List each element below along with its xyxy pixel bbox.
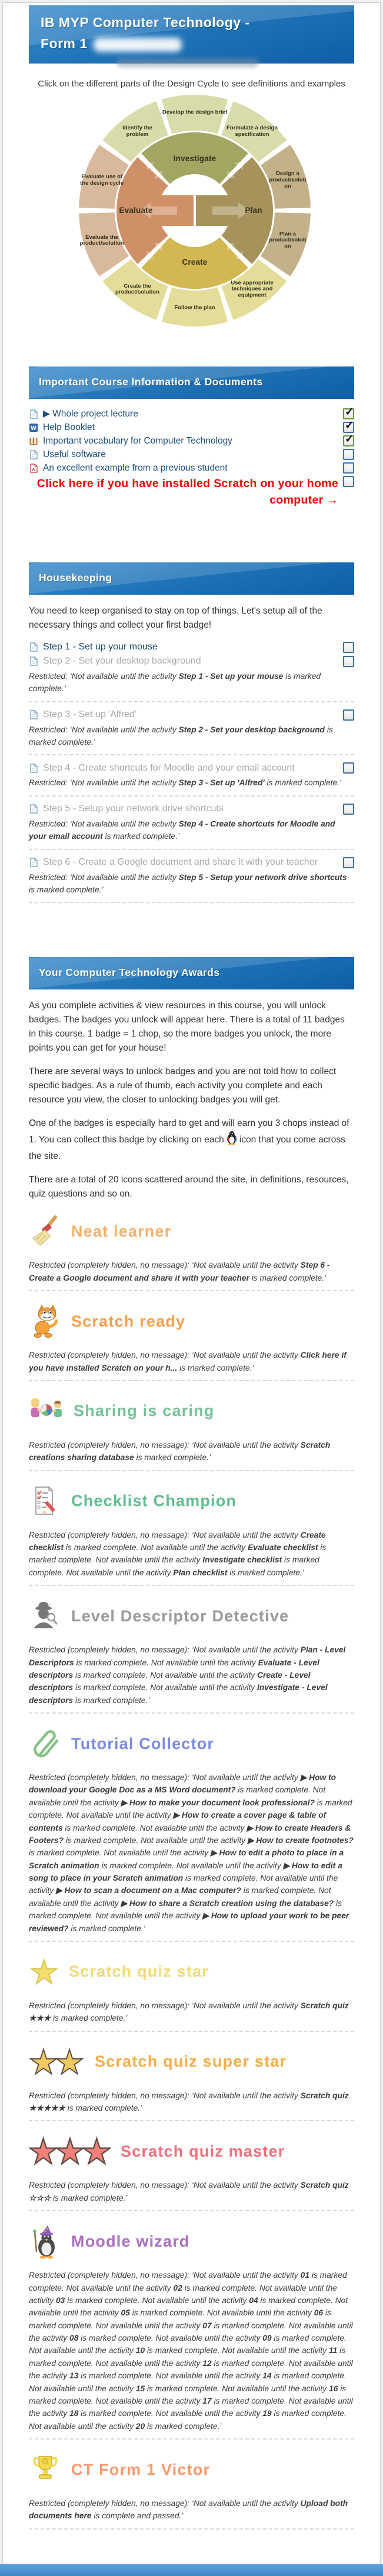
page-icon bbox=[29, 710, 38, 719]
awards-paragraph-1: As you complete activities & view resources in this course, you will unlock badges. The badges you unlock will appear here. There is a total of 11 badges in this course. 1 badge = 1 chop, so the more badges you unlock, the more points you can get for your house! bbox=[29, 1001, 345, 1054]
badge-title: Sharing is caring bbox=[74, 1402, 215, 1420]
badge-tutorial-collector bbox=[29, 1725, 354, 1942]
checklist-icon bbox=[29, 1484, 62, 1518]
badge-title: Tutorial Collector bbox=[71, 1734, 215, 1752]
section-documents bbox=[29, 366, 354, 508]
star-1-icon bbox=[29, 1955, 59, 1988]
dashed-divider bbox=[29, 1585, 354, 1586]
restriction-note: Restricted (completely hidden, no message): ‘Not available until the activity Scratch quiz ★★★★★ is marked complete.’ bbox=[29, 2091, 349, 2113]
restriction-note: Restricted (completely hidden, no message): ‘Not available until the activity Scratch creations sharing database is marked complete.’ bbox=[29, 1440, 331, 1462]
resource-link-whole-project-lecture[interactable]: ▶ Whole project lecture bbox=[43, 409, 138, 419]
step-item bbox=[29, 656, 354, 667]
awards-paragraph-4: There are a total of 20 icons scattered around the site, in definitions, resources, quiz questions and so on. bbox=[29, 1175, 349, 1199]
step-link-6: Step 6 - Create a Google document and share it with your teacher bbox=[43, 857, 318, 868]
dashed-divider bbox=[29, 701, 354, 702]
badge-sharing-is-caring bbox=[29, 1393, 354, 1471]
dashed-divider bbox=[29, 1941, 354, 1942]
step-link-1[interactable]: Step 1 - Set up your mouse bbox=[43, 642, 158, 652]
design-cycle-segment-label-design-a-product-solution[interactable]: Design a product/solution bbox=[269, 170, 307, 190]
step-link-5: Step 5 - Setup your network drive shortcuts bbox=[43, 804, 224, 814]
svg-text:A: A bbox=[32, 466, 35, 472]
badge-header bbox=[29, 2133, 354, 2170]
resource-item bbox=[29, 449, 354, 460]
dashed-divider bbox=[29, 2438, 354, 2440]
badge-header bbox=[29, 1598, 354, 1634]
badge-title: Checklist Champion bbox=[71, 1492, 237, 1510]
redacted-name bbox=[94, 38, 182, 52]
badge-scratch-quiz-super-star bbox=[29, 2044, 354, 2122]
resource-link-help-booklet[interactable]: Help Booklet bbox=[43, 422, 95, 432]
badge-header bbox=[29, 1954, 354, 1990]
completion-checkbox[interactable] bbox=[343, 435, 354, 446]
course-title-line1: IB MYP Computer Technology - bbox=[41, 15, 250, 30]
badge-scratch-ready bbox=[29, 1303, 354, 1381]
completion-checkbox[interactable] bbox=[343, 804, 354, 815]
design-cycle-svg bbox=[29, 92, 361, 330]
dashed-divider bbox=[29, 2120, 354, 2121]
restriction-note: Restricted: ‘Not available until the activity Step 2 - Set your desktop background is marked complete.’ bbox=[29, 725, 333, 747]
design-cycle-segment-label-develop-the-design-brief[interactable]: Develop the design brief bbox=[162, 109, 228, 116]
pdf-icon bbox=[29, 464, 38, 473]
dashed-divider bbox=[29, 795, 354, 797]
design-cycle-segment-label-evaluate-use-of-the-design-cycle[interactable]: Evaluate use of the design cycle bbox=[80, 174, 124, 186]
broom-icon bbox=[29, 1214, 62, 1248]
badge-title: Moodle wizard bbox=[71, 2232, 190, 2250]
course-banner bbox=[29, 5, 354, 64]
step-item bbox=[29, 762, 354, 774]
restriction-note: Restricted (completely hidden, no message): ‘Not available until the activity 01 is marked complete. Not available until the activity 02 is marked complete. Not available until the activity 03 is marked complete. Not available until the activity 04 is marked complete. Not available until the activity 05 is marked complete. Not available until the activity 06 is marked complete. Not available until the activity 07 is marked complete. Not available until the activity 08 is marked complete. Not available until the activity 09 is marked complete. Not available until the activity 10 is marked complete. Not available until the activity 11 is marked complete. Not available until the activity 12 is marked complete. Not available until the activity 13 is marked complete. Not available until the activity 14 is marked complete. Not available until the activity 15 is marked complete. Not available until the activity 16 is marked complete. Not available until the activity 17 is marked complete. Not available until the activity 18 is marked complete. Not available until the activity 19 is marked complete. Not available until the activity 20 is marked complete.’ bbox=[29, 2271, 353, 2431]
dashed-divider bbox=[29, 1712, 354, 1714]
resource-item bbox=[29, 435, 354, 446]
badge-scratch-quiz-master bbox=[29, 2133, 354, 2211]
page bbox=[0, 2, 383, 2576]
steps-list bbox=[29, 642, 354, 903]
resource-link-useful-software[interactable]: Useful software bbox=[43, 449, 106, 459]
restriction-note: Restricted (completely hidden, no message): ‘Not available until the activity Upload both documents here is complete and passed.’ bbox=[29, 2499, 348, 2521]
badge-moodle-wizard bbox=[29, 2223, 354, 2440]
scratch-cat-icon bbox=[29, 1304, 62, 1338]
badge-title: CT Form 1 Victor bbox=[71, 2460, 211, 2478]
page-icon bbox=[29, 804, 38, 814]
badge-title: Scratch ready bbox=[71, 1312, 186, 1330]
page-icon bbox=[29, 450, 38, 459]
restriction-note: Restricted: ‘Not available until the activity Step 5 - Setup your network drive shortcuts is marked complete.’ bbox=[29, 872, 347, 894]
step-item bbox=[29, 857, 354, 868]
restriction-note: Restricted: ‘Not available until the activity Step 4 - Create shortcuts for Moodle and your email account is marked complete.’ bbox=[29, 819, 335, 841]
wizard-penguin-icon bbox=[29, 2224, 62, 2259]
completion-checkbox[interactable] bbox=[343, 656, 354, 667]
completion-checkbox[interactable] bbox=[343, 462, 354, 474]
design-cycle-diagram[interactable] bbox=[29, 92, 361, 330]
resource-item bbox=[29, 422, 354, 433]
step-item bbox=[29, 642, 354, 653]
section-housekeeping bbox=[29, 562, 354, 903]
sharing-icon bbox=[29, 1394, 64, 1428]
design-cycle-quadrant-label-evaluate[interactable]: Evaluate bbox=[119, 206, 153, 215]
design-cycle-segment-label-identify-the-problem[interactable]: Identify the problem bbox=[122, 125, 152, 138]
completion-checkbox[interactable] bbox=[343, 449, 354, 460]
vocabulary-book-icon bbox=[29, 436, 38, 446]
badge-header bbox=[29, 1213, 354, 1249]
completion-checkbox[interactable] bbox=[343, 422, 354, 433]
design-cycle-segment-label-plan-a-product-solution[interactable]: Plan a product/solution bbox=[269, 231, 307, 251]
design-cycle-quadrant-label-create[interactable]: Create bbox=[182, 258, 208, 267]
housekeeping-intro: You need to keep organised to stay on top of things. Let's setup all of the necessary things and collect your first badge! bbox=[29, 605, 322, 630]
scratch-installed-link[interactable]: Click here if you have installed Scratch on your home computer → bbox=[36, 477, 338, 506]
step-link-2: Step 2 - Set your desktop background bbox=[43, 656, 201, 667]
section-header-documents: Important Course Information & Documents bbox=[29, 366, 354, 399]
restriction-note: Restricted (completely hidden, no message): ‘Not available until the activity Click here if you have installed Scratch on your h... is marked complete.’ bbox=[29, 1351, 347, 1372]
page-icon bbox=[29, 764, 38, 773]
step-link-3: Step 3 - Set up 'Alfred' bbox=[43, 709, 137, 720]
resource-item bbox=[29, 462, 354, 474]
completion-checkbox[interactable] bbox=[343, 642, 354, 653]
redacted-breadcrumb bbox=[117, 58, 258, 67]
step-item bbox=[29, 804, 354, 815]
step-link-4: Step 4 - Create shortcuts for Moodle and your email account bbox=[43, 762, 295, 773]
completion-checkbox[interactable] bbox=[343, 709, 354, 721]
section-header-awards: Your Computer Technology Awards bbox=[29, 957, 354, 989]
dashed-divider bbox=[29, 2210, 354, 2211]
restriction-note: Restricted: ‘Not available until the activity Step 3 - Set up 'Alfred' is marked complete.’ bbox=[29, 778, 342, 788]
badge-title: Neat learner bbox=[71, 1222, 172, 1240]
dashed-divider bbox=[29, 754, 354, 755]
badge-header bbox=[29, 1483, 354, 1519]
badge-title: Scratch quiz super star bbox=[95, 2052, 287, 2071]
badge-checklist-champion bbox=[29, 1483, 354, 1587]
step-item bbox=[29, 709, 354, 721]
penguin-icon bbox=[226, 1137, 238, 1147]
section-header-housekeeping: Housekeeping bbox=[29, 562, 354, 595]
completion-checkbox[interactable] bbox=[343, 408, 354, 419]
badge-header bbox=[29, 2223, 354, 2260]
completion-checkbox[interactable] bbox=[343, 857, 354, 868]
svg-text:W: W bbox=[31, 425, 36, 432]
completion-checkbox[interactable] bbox=[343, 476, 354, 487]
dashed-divider bbox=[29, 1380, 354, 1381]
page-icon bbox=[29, 642, 38, 652]
word-icon bbox=[29, 423, 38, 432]
awards-paragraph-3: One of the badges is especially hard to get and will earn you 3 chops instead of 1. You can collect this badge by clicking on each icon that you come across the site. bbox=[29, 1118, 349, 1162]
page-icon bbox=[29, 409, 38, 419]
design-cycle-segment-label-follow-the-plan[interactable]: Follow the plan bbox=[174, 304, 215, 311]
restriction-note: Restricted (completely hidden, no message): ‘Not available until the activity Step 6 - Create a Google document and share it with your teacher is marked complete.’ bbox=[29, 1261, 330, 1282]
resource-item bbox=[29, 476, 354, 508]
dashed-divider bbox=[29, 1290, 354, 1291]
design-cycle-segment-label-create-the-product-solution[interactable]: Create the product/solution bbox=[115, 282, 159, 296]
badge-neat-learner bbox=[29, 1213, 354, 1291]
course-title-line2: Form 1 bbox=[41, 34, 342, 55]
page-icon bbox=[29, 858, 38, 867]
dashed-divider bbox=[29, 2031, 354, 2032]
badge-header bbox=[29, 1303, 354, 1339]
trophy-icon bbox=[29, 2452, 62, 2487]
badge-title: Level Descriptor Detective bbox=[71, 1607, 289, 1625]
design-cycle-quadrant-label-investigate[interactable]: Investigate bbox=[173, 154, 217, 164]
badge-header bbox=[29, 2044, 354, 2080]
resource-item bbox=[29, 408, 354, 419]
paperclip-icon bbox=[29, 1727, 62, 1761]
dashed-divider bbox=[29, 849, 354, 850]
dashed-divider bbox=[29, 2528, 354, 2530]
documents-list bbox=[29, 408, 354, 474]
resource-link-an-excellent-example-from-a-previous-student[interactable]: An excellent example from a previous student bbox=[43, 462, 228, 473]
design-cycle-instruction: Click on the different parts of the Design Cycle to see definitions and examples bbox=[38, 79, 345, 89]
detective-icon bbox=[29, 1599, 62, 1633]
section-awards bbox=[29, 957, 354, 2530]
badges-list bbox=[29, 1213, 354, 2529]
badge-header bbox=[29, 1725, 354, 1762]
badge-level-descriptor-detective bbox=[29, 1598, 354, 1714]
restriction-note: Restricted (completely hidden, no message): ‘Not available until the activity ▶ How to download your Google Doc as a MS Word document? is marked complete. Not available until the activity ▶ How to make your document look professional? is marked complete. Not available until the activity ▶ How to create a cover page & table of contents is marked complete. Not available until the activity ▶ How to create Headers & Footers? is marked complete. Not available until the activity ▶ How to create footnotes? is marked complete. Not available until the activity ▶ How to edit a photo to place in a Scratch animation is marked complete. Not available until the activity ▶ How to edit a song to place in your Scratch animation is marked complete. Not available until the activity ▶ How to scan a document on a Mac computer? is marked complete. Not available until the activity ▶ How to share a Scratch creation using the database? is marked complete. Not available until the activity ▶ How to upload your work to be peer reviewed? is marked complete.’ bbox=[29, 1773, 354, 1933]
badge-scratch-quiz-star bbox=[29, 1954, 354, 2032]
content-panel bbox=[2, 2, 381, 2564]
badge-header bbox=[29, 1393, 354, 1429]
restriction-note: Restricted (completely hidden, no message): ‘Not available until the activity Create checklist is marked complete. Not available until the activity Evaluate checklist is marked complete. Not available until the activity Investigate checklist is marked complete. Not available until the activity Plan checklist is marked complete.’ bbox=[29, 1530, 327, 1577]
badge-title: Scratch quiz star bbox=[69, 1962, 209, 1981]
badge-header bbox=[29, 2451, 354, 2488]
design-cycle-segment-label-evaluate-the-product-solution[interactable]: Evaluate the product/solution bbox=[79, 234, 124, 247]
restriction-note: Restricted (completely hidden, no message): ‘Not available until the activity Plan - Level Descriptors is marked complete. Not available until the activity Evaluate - Level descriptors is marked complete. Not available until the activity Create - Level descriptors is marked complete. Not available until the activity Investigate - Level descriptors is marked complete.’ bbox=[29, 1645, 346, 1705]
restriction-note: Restricted (completely hidden, no message): ‘Not available until the activity Scratch quiz ☆☆☆ is marked complete.’ bbox=[29, 2181, 349, 2202]
dashed-divider bbox=[29, 1470, 354, 1471]
restriction-note: Restricted (completely hidden, no message): ‘Not available until the activity Scratch quiz ★★★ is marked complete.’ bbox=[29, 2001, 349, 2023]
design-cycle-quadrant-label-plan[interactable]: Plan bbox=[245, 206, 262, 215]
design-cycle-segment-label-formulate-a-design-specification[interactable]: Formulate a design specification bbox=[227, 125, 278, 138]
badge-title: Scratch quiz master bbox=[121, 2142, 285, 2160]
completion-checkbox[interactable] bbox=[343, 762, 354, 774]
resource-link-important-vocabulary-for-computer-technology[interactable]: Important vocabulary for Computer Technology bbox=[43, 435, 232, 446]
footer-bar bbox=[0, 2564, 383, 2576]
page-icon bbox=[29, 657, 38, 666]
star-3-icon bbox=[29, 2134, 111, 2169]
design-cycle-segment-label-use-appropriate-techniques-and-equipment[interactable]: Use appropriate techniques and equipment bbox=[231, 279, 274, 299]
badge-ct-form-1-victor bbox=[29, 2451, 354, 2530]
awards-paragraph-2: There are several ways to unlock badges and you are not told how to collect specific badges. As a rule of thumb, each activity you complete and each resource you view, the closer to unlocking badges you will get. bbox=[29, 1067, 337, 1105]
star-2-icon bbox=[29, 2045, 85, 2078]
dashed-divider bbox=[29, 902, 354, 903]
restriction-note: Restricted: ‘Not available until the activity Step 1 - Set up your mouse is marked complete.’ bbox=[29, 671, 321, 694]
